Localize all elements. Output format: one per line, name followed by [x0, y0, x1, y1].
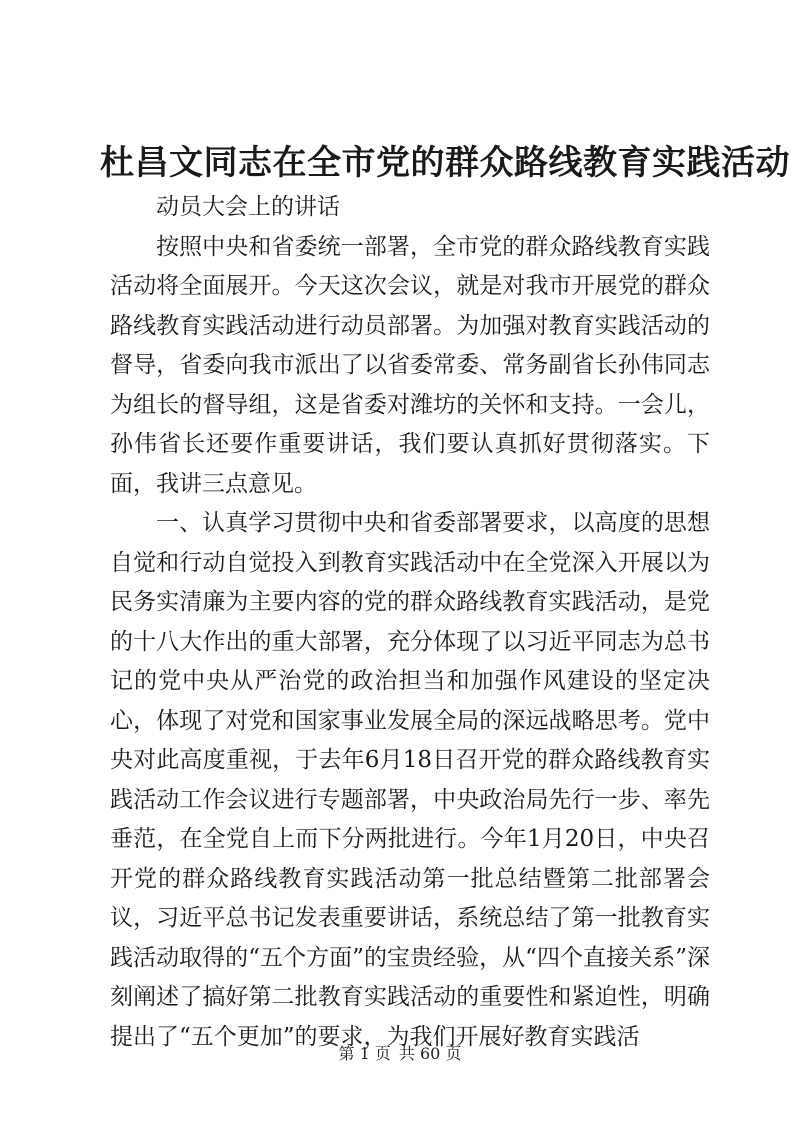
- document-body: [110, 188, 710, 1057]
- page-number: 第 1 页: [338, 1044, 391, 1063]
- paragraph-subtitle: 动员大会上的讲话: [156, 194, 340, 220]
- page-footer: [0, 1042, 800, 1066]
- document-title: 杜昌文同志在全市党的群众路线教育实践活动: [100, 143, 790, 183]
- page-total: 共 60 页: [398, 1044, 462, 1063]
- paragraph-section-one: 一、认真学习贯彻中央和省委部署要求，以高度的思想自觉和行动自觉投入到教育实践活动中在全党深入开展以为民务实清廉为主要内容的党的群众路线教育实践活动，是党的十八大作出的重大部署，充分体现了以习近平同志为总书记的党中央从严治党的政治担当和加强作风建设的坚定决心，体现了对党和国家事业发展全局的深远战略思考。党中央对此高度重视，于去年6月18日召开党的群众路线教育实践活动工作会议进行专题部署，中央政治局先行一步、率先垂范，在全党自上而下分两批进行。今年1月20日，中央召开党的群众路线教育实践活动第一批总结暨第二批部署会议，习近平总书记发表重要讲话，系统总结了第一批教育实践活动取得的“五个方面”的宝贵经验，从“四个直接关系”深刻阐述了搞好第二批教育实践活动的重要性和紧迫性，明确提出了“五个更加”的要求，为我们开展好教育实践活: [110, 510, 710, 1050]
- paragraph-intro: 按照中央和省委统一部署，全市党的群众路线教育实践活动将全面展开。今天这次会议，就是对我市开展党的群众路线教育实践活动进行动员部署。为加强对教育实践活动的督导，省委向我市派出了以省委常委、常务副省长孙伟同志为组长的督导组，这是省委对潍坊的关怀和支持。一会儿，孙伟省长还要作重要讲话，我们要认真抓好贯彻落实。下面，我讲三点意见。: [110, 233, 710, 497]
